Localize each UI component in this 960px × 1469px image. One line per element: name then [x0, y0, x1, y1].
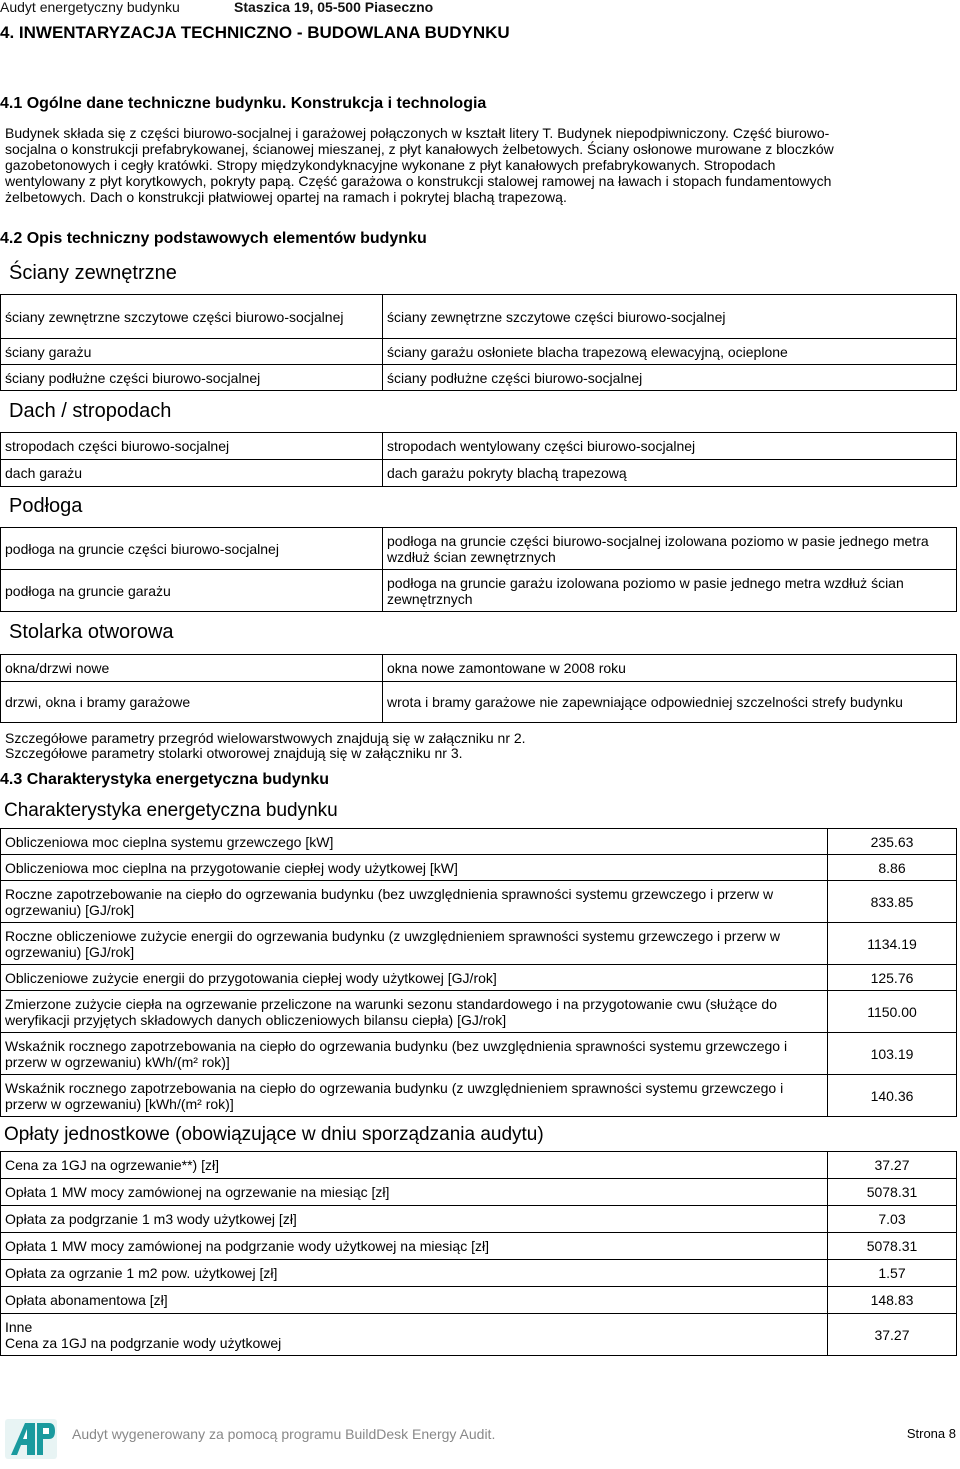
- walls-table: [0, 294, 957, 391]
- other-label: Inne: [5, 1318, 33, 1335]
- table-row: [1, 365, 957, 391]
- cell-desc: wrota i bramy garażowe nie zapewniające odpowiedniej szczelności strefy budynku: [383, 682, 957, 723]
- section-4-1-title: 4.1 Ogólne dane techniczne budynku. Konstrukcja i technologia: [0, 95, 487, 112]
- cell-desc: ściany zewnętrzne szczytowe części biurowo-socjalnej: [383, 295, 957, 339]
- table-row: [1, 433, 957, 460]
- row-value: 235.63: [828, 829, 957, 855]
- chapter-title: 4. INWENTARYZACJA TECHNICZNO - BUDOWLANA BUDYNKU: [0, 23, 510, 42]
- table-row: [1, 1075, 957, 1117]
- fees-table: [0, 1151, 957, 1356]
- row-label: Obliczeniowa moc cieplna systemu grzewczego [kW]: [1, 829, 828, 855]
- row-value: 5078.31: [828, 1233, 957, 1260]
- row-label: Obliczeniowe zużycie energii do przygotowania ciepłej wody użytkowej [GJ/rok]: [1, 965, 828, 991]
- row-label: Opłata za ogrzanie 1 m2 pow. użytkowej [zł]: [1, 1260, 828, 1287]
- row-value: 833.85: [828, 881, 957, 923]
- row-label: Opłata za podgrzanie 1 m3 wody użytkowej [zł]: [1, 1206, 828, 1233]
- cell-desc: dach garażu pokryty blachą trapezową: [383, 460, 957, 487]
- roof-title: Dach / stropodach: [9, 400, 172, 422]
- note-line: Szczegółowe parametry przegród wielowarstwowych znajdują się w załączniku nr 2.: [5, 730, 526, 746]
- table-row: [1, 965, 957, 991]
- roof-table: [0, 432, 957, 487]
- table-row: [1, 655, 957, 682]
- fees-title: Opłaty jednostkowe (obowiązujące w dniu sporządzania audytu): [4, 1124, 544, 1145]
- windows-title: Stolarka otworowa: [9, 621, 174, 643]
- text-line: gazobetonowych i cegły kratówki. Stropy międzykondyknacyjne wykonane z płyt kanałowych prefabrykowanych. Stropodach: [5, 157, 776, 173]
- app-title: Audyt energetyczny budynku: [0, 0, 180, 15]
- row-value: 8.86: [828, 855, 957, 881]
- row-label: Opłata 1 MW mocy zamówionej na ogrzewanie na miesiąc [zł]: [1, 1179, 828, 1206]
- table-row: [1, 570, 957, 612]
- table-row: [1, 528, 957, 570]
- cell-name: ściany podłużne części biurowo-socjalnej: [1, 365, 383, 391]
- cell-name: podłoga na gruncie garażu: [1, 570, 383, 612]
- row-label: Roczne obliczeniowe zużycie energii do ogrzewania budynku (z uwzględnieniem sprawności systemu grzewczego i przerw w ogrzewaniu) [GJ/rok]: [1, 923, 828, 965]
- section-4-2-title: 4.2 Opis techniczny podstawowych elementów budynku: [0, 230, 427, 247]
- cell-desc: stropodach wentylowany części biurowo-socjalnej: [383, 433, 957, 460]
- table-row: [1, 295, 957, 339]
- floor-title: Podłoga: [9, 495, 83, 517]
- row-label: Wskaźnik rocznego zapotrzebowania na ciepło do ogrzewania budynku (bez uwzględnienia sprawności systemu grzewczego i przerw w ogrzewaniu) kWh/(m² rok)]: [1, 1033, 828, 1075]
- row-value: 37.27: [828, 1152, 957, 1179]
- cell-name: ściany zewnętrzne szczytowe części biurowo-socjalnej: [1, 295, 383, 339]
- row-value: 148.83: [828, 1287, 957, 1314]
- table-row: [1, 1033, 957, 1075]
- footer-text: Audyt wygenerowany za pomocą programu BuildDesk Energy Audit.: [72, 1426, 496, 1442]
- cell-name: okna/drzwi nowe: [1, 655, 383, 682]
- row-label: Obliczeniowa moc cieplna na przygotowanie ciepłej wody użytkowej [kW]: [1, 855, 828, 881]
- walls-title: Ściany zewnętrzne: [9, 262, 177, 284]
- table-row: [1, 881, 957, 923]
- table-row: [1, 1179, 957, 1206]
- row-value: 37.27: [828, 1314, 957, 1356]
- text-line: socjalna o konstrukcji prefabrykowanej, ścianowej mieszanej, z płyt kanałowych żelbetowych. Ściany osłonowe murowane z bloczków: [5, 141, 834, 157]
- row-value: 140.36: [828, 1075, 957, 1117]
- table-row: [1, 991, 957, 1033]
- row-value: 5078.31: [828, 1179, 957, 1206]
- cell-name: drzwi, okna i bramy garażowe: [1, 682, 383, 723]
- table-row: [1, 1314, 957, 1356]
- page-number: Strona 8: [906, 1426, 956, 1441]
- cell-desc: ściany podłużne części biurowo-socjalnej: [383, 365, 957, 391]
- row-label: Zmierzone zużycie ciepła na ogrzewanie przeliczone na warunki sezonu standardowego i na przygotowanie cwu (służące do weryfikacji przyjętych składowych danych obliczeniowych bilansu ciepła) [GJ/rok]: [1, 991, 828, 1033]
- table-row: [1, 1260, 957, 1287]
- table-row: [1, 1233, 957, 1260]
- text-line: Budynek składa się z części biurowo-socjalnej i garażowej połączonych w kształt litery T. Budynek niepodpiwniczony. Część biurowo-: [5, 125, 830, 141]
- row-value: 7.03: [828, 1206, 957, 1233]
- windows-table: [0, 654, 957, 723]
- cell-name: ściany garażu: [1, 339, 383, 365]
- cell-name: stropodach części biurowo-socjalnej: [1, 433, 383, 460]
- table-row: [1, 923, 957, 965]
- row-value: 1.57: [828, 1260, 957, 1287]
- row-value: 103.19: [828, 1033, 957, 1075]
- table-row: [1, 829, 957, 855]
- cell-name: dach garażu: [1, 460, 383, 487]
- cell-desc: podłoga na gruncie garażu izolowana poziomo w pasie jednego metra wzdłuż ścian zewnętrznych: [383, 570, 957, 612]
- other-label-detail: Cena za 1GJ na podgrzanie wody użytkowej: [5, 1334, 282, 1351]
- text-line: żelbetowych. Dach o konstrukcji płatwiowej opartej na ramach i pokrytej blachą trapezową.: [5, 189, 567, 205]
- row-value: 1150.00: [828, 991, 957, 1033]
- row-label: Opłata 1 MW mocy zamówionej na podgrzanie wody użytkowej na miesiąc [zł]: [1, 1233, 828, 1260]
- table-row: [1, 855, 957, 881]
- row-label: [1, 1314, 828, 1356]
- row-label: Roczne zapotrzebowanie na ciepło do ogrzewania budynku (bez uwzględnienia sprawności systemu grzewczego i przerw w ogrzewaniu) [GJ/rok]: [1, 881, 828, 923]
- table-row: [1, 1152, 957, 1179]
- address: Staszica 19, 05-500 Piaseczno: [234, 0, 434, 15]
- row-value: 125.76: [828, 965, 957, 991]
- cell-desc: podłoga na gruncie części biurowo-socjalnej izolowana poziomo w pasie jednego metra wzdłuż ścian zewnętrznych: [383, 528, 957, 570]
- row-value: 1134.19: [828, 923, 957, 965]
- table-row: [1, 460, 957, 487]
- notes: [5, 731, 526, 761]
- page-header: [0, 0, 960, 16]
- section-4-3-title: 4.3 Charakterystyka energetyczna budynku: [0, 771, 330, 788]
- table-row: [1, 1206, 957, 1233]
- row-label: Opłata abonamentowa [zł]: [1, 1287, 828, 1314]
- section-4-1-text: [5, 125, 955, 205]
- builddesk-logo-icon: [5, 1419, 57, 1459]
- cell-name: podłoga na gruncie części biurowo-socjalnej: [1, 528, 383, 570]
- note-line: Szczegółowe parametry stolarki otworowej znajdują się w załączniku nr 3.: [5, 745, 463, 761]
- floor-table: [0, 527, 957, 612]
- characteristics-title: Charakterystyka energetyczna budynku: [4, 800, 338, 821]
- table-row: [1, 682, 957, 723]
- row-label: Wskaźnik rocznego zapotrzebowania na ciepło do ogrzewania budynku (z uwzględnieniem sprawności systemu grzewczego i przerw w ogrzewaniu) [kWh/(m² rok)]: [1, 1075, 828, 1117]
- cell-desc: ściany garażu osłoniete blacha trapezową elewacyjną, ocieplone: [383, 339, 957, 365]
- characteristics-table: [0, 828, 957, 1117]
- row-label: Cena za 1GJ na ogrzewanie**) [zł]: [1, 1152, 828, 1179]
- text-line: wentylowany z płyt korytkowych, pokryty papą. Część garażowa o konstrukcji stalowej ramowej na ławach i stopach fundamentowych: [5, 173, 832, 189]
- cell-desc: okna nowe zamontowane w 2008 roku: [383, 655, 957, 682]
- table-row: [1, 1287, 957, 1314]
- table-row: [1, 339, 957, 365]
